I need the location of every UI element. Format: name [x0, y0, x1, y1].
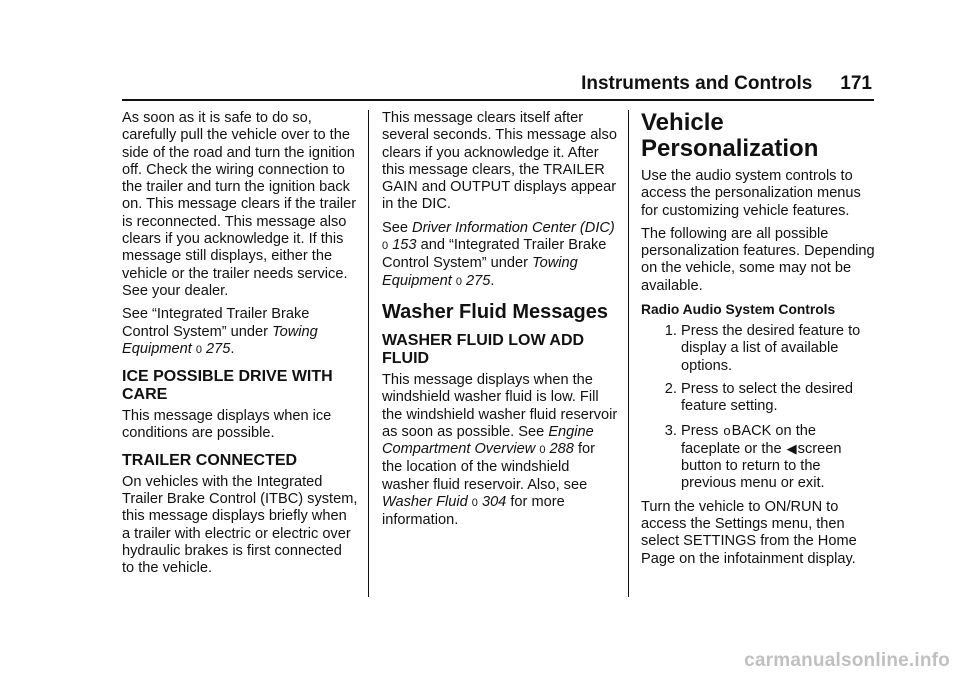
header-rule: [122, 99, 874, 101]
back-arrow-icon: ◀: [786, 440, 797, 456]
xref-symbol: 0: [382, 240, 389, 253]
list-item: 2. Press to select the desired feature setting.: [681, 381, 877, 416]
page-ref[interactable]: 304: [481, 494, 507, 511]
list-item: 3. Press oBACK on the faceplate or the ◀screen button to return to the previous menu or exit.: [681, 422, 877, 493]
column-1: [122, 110, 358, 584]
paragraph: See Driver Information Center (DIC) 0 153 and “Integrated Trailer Brake Control System” under Towing Equipment 0 275.: [382, 219, 615, 289]
paragraph: See “Integrated Trailer Brake Control System” under Towing Equipment 0 275.: [122, 306, 318, 357]
page-ref[interactable]: 275: [206, 340, 231, 357]
xref-symbol: 0: [471, 497, 478, 510]
page-ref[interactable]: 275: [466, 272, 491, 289]
heading-vehicle-personalization: Vehicle Personalization: [641, 109, 819, 162]
heading-ice: ICE POSSIBLE DRIVE WITH CARE: [122, 368, 333, 404]
page-number: 171: [840, 73, 872, 94]
paragraph: Use the audio system controls to access the personalization menus for customizing vehicle features.: [641, 168, 861, 219]
paragraph: Turn the vehicle to ON/RUN to access the Settings menu, then select SETTINGS from the Home Page on the infotainment display.: [641, 498, 857, 567]
steps-list: [641, 323, 877, 493]
page-ref[interactable]: 153: [392, 237, 417, 254]
heading-washer-low: WASHER FLUID LOW ADD FLUID: [382, 331, 585, 367]
column-2: [382, 110, 618, 536]
heading-washer-fluid-messages: Washer Fluid Messages: [382, 300, 608, 323]
section-title: Instruments and Controls: [581, 73, 813, 94]
paragraph: The following are all possible personalization features. Depending on the vehicle, some may not be available.: [641, 225, 875, 294]
paragraph: On vehicles with the Integrated Trailer Brake Control (ITBC) system, this message displays briefly when a trailer with electric or electric over hydraulic brakes is first connected to the vehicle.: [122, 473, 358, 577]
page-header: [581, 73, 872, 95]
paragraph: This message displays when ice conditions are possible.: [122, 408, 332, 442]
heading-radio-controls: Radio Audio System Controls: [641, 302, 836, 318]
heading-trailer-connected: TRAILER CONNECTED: [122, 451, 298, 469]
column-3: [641, 110, 877, 574]
column-divider: [628, 110, 629, 597]
watermark: carmanualsonline.info: [744, 650, 950, 671]
xref-link[interactable]: Washer Fluid: [382, 494, 468, 511]
column-divider: [368, 110, 369, 597]
xref-symbol: 0: [195, 343, 202, 356]
paragraph: As soon as it is safe to do so, carefully pull the vehicle over to the side of the road and turn the ignition off. Check the wiring connection to the trailer and turn the ignition back on. This message clears if the trailer is reconnected. This message also clears if you acknowledge it. If this message still displays, either the vehicle or the trailer needs service. See your dealer.: [122, 110, 357, 299]
xref-link[interactable]: Towing Equipment: [122, 323, 318, 357]
xref-symbol: 0: [455, 275, 462, 288]
xref-link[interactable]: Towing Equipment: [382, 255, 578, 289]
back-icon: o: [723, 422, 731, 438]
xref-symbol: 0: [539, 444, 546, 457]
paragraph: This message clears itself after several seconds. This message also clears if you acknowledge it. After this message clears, the TRAILER GAIN and OUTPUT displays appear in the DIC.: [382, 110, 617, 213]
page-ref[interactable]: 288: [549, 441, 574, 458]
list-item: 1. Press the desired feature to display a list of available options.: [681, 323, 877, 375]
xref-link[interactable]: Driver Information Center (DIC): [412, 219, 615, 236]
xref-link[interactable]: Engine Compartment Overview: [382, 423, 594, 458]
paragraph: This message displays when the windshield washer fluid is low. Fill the windshield washer fluid reservoir as soon as possible. See Engine Compartment Overview 0 288 for the location of the windshield washer fluid reservoir. Also, see Washer Fluid 0 304 for more information.: [382, 371, 618, 529]
